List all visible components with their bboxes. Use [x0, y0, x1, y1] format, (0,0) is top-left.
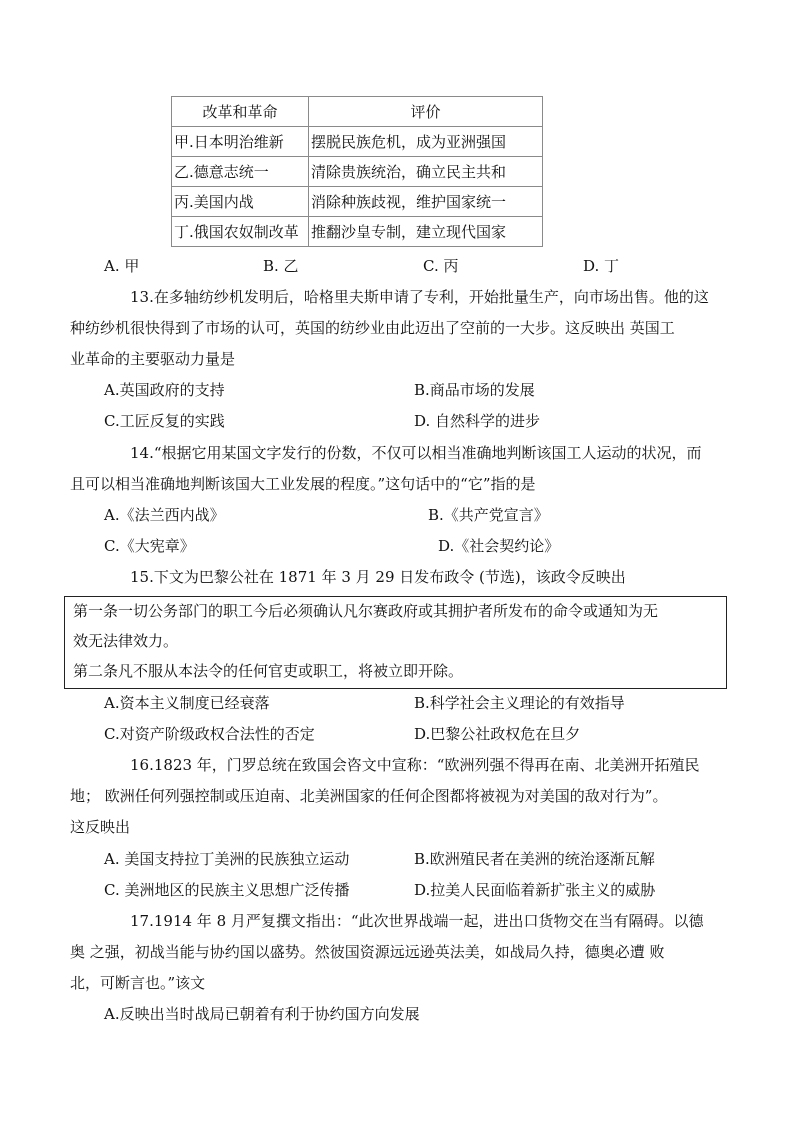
q13-stem-line-3: 业革命的主要驱动力量是: [70, 350, 236, 368]
table-header-row: [172, 97, 543, 127]
q12-option-a: A. 甲: [104, 257, 140, 275]
table-cell: 清除贵族统治，确立民主共和: [309, 157, 543, 187]
q14-option-c: C.《大宪章》: [104, 537, 195, 555]
q17-stem-line-3: 北，可断言也。”该文: [70, 974, 206, 992]
q12-option-b: B. 乙: [263, 257, 299, 275]
table-cell: 乙.德意志统一: [172, 157, 309, 187]
q16-stem-line-1: 16.1823 年，门罗总统在致国会咨文中宣称：“欧洲列强不得再在南、北美洲开拓殖民: [130, 756, 700, 774]
q16-option-c: C. 美洲地区的民族主义思想广泛传播: [104, 881, 350, 899]
table-cell: 推翻沙皇专制，建立现代国家: [309, 217, 543, 247]
reform-evaluation-table: [171, 96, 543, 247]
table-cell: 丁.俄国农奴制改革: [172, 217, 309, 247]
table-cell: 消除种族歧视，维护国家统一: [309, 187, 543, 217]
q12-option-c: C. 丙: [423, 257, 459, 275]
decree-line-1: 第一条一切公务部门的职工今后必须确认凡尔赛政府或其拥护者所发布的命令或通知为无: [73, 602, 659, 620]
q16-option-a: A. 美国支持拉丁美洲的民族独立运动: [104, 850, 350, 868]
decree-excerpt-box: [64, 596, 727, 689]
q17-stem-line-1: 17.1914 年 8 月严复撰文指出：“此次世界战端一起，进出口货物交在当有隔碍。以德: [130, 912, 704, 930]
table-row: [172, 157, 543, 187]
q13-option-c: C.工匠反复的实践: [104, 412, 225, 430]
table-cell: 丙.美国内战: [172, 187, 309, 217]
table-cell: 摆脱民族危机，成为亚洲强国: [309, 127, 543, 157]
q13-stem-line-1: 13.在多轴纺纱机发明后，哈格里夫斯申请了专利，开始批量生产，向市场出售。他的这: [130, 288, 709, 306]
q14-option-a: A.《法兰西内战》: [104, 506, 225, 524]
table-row: [172, 217, 543, 247]
table-header-cell: 改革和革命: [172, 97, 309, 127]
q16-option-b: B.欧洲殖民者在美洲的统治逐渐瓦解: [414, 850, 655, 868]
q15-option-a: A.资本主义制度已经衰落: [104, 694, 270, 712]
q14-option-b: B.《共产党宣言》: [428, 506, 549, 524]
q15-option-c: C.对资产阶级政权合法性的否定: [104, 725, 315, 743]
table-row: [172, 127, 543, 157]
q12-option-d: D. 丁: [583, 257, 620, 275]
q14-stem-line-1: 14.“根据它用某国文字发行的份数，不仅可以相当准确地判断该国工人运动的状况，而: [130, 444, 702, 462]
q16-option-d: D.拉美人民面临着新扩张主义的威胁: [414, 881, 656, 899]
table-header-cell: 评价: [309, 97, 543, 127]
q15-option-b: B.科学社会主义理论的有效指导: [414, 694, 625, 712]
q16-stem-line-3: 这反映出: [70, 818, 131, 836]
q14-option-d: D.《社会契约论》: [438, 537, 560, 555]
q13-option-a: A.英国政府的支持: [104, 381, 225, 399]
table-cell: 甲.日本明治维新: [172, 127, 309, 157]
q17-option-a: A.反映出当时战局已朝着有利于协约国方向发展: [104, 1005, 420, 1023]
q15-stem: 15.下文为巴黎公社在 1871 年 3 月 29 日发布政令 (节选)，该政令反映出: [130, 568, 626, 586]
q15-option-d: D.巴黎公社政权危在旦夕: [414, 725, 581, 743]
q13-option-b: B.商品市场的发展: [414, 381, 535, 399]
table-row: [172, 187, 543, 217]
q14-stem-line-2: 且可以相当准确地判断该国大工业发展的程度。”这句话中的“它”指的是: [70, 475, 536, 493]
q13-option-d: D. 自然科学的进步: [414, 412, 541, 430]
decree-line-2: 效无法律效力。: [73, 632, 179, 650]
q13-stem-line-2: 种纺纱机很快得到了市场的认可，英国的纺纱业由此迈出了空前的一大步。这反映出 英国工: [70, 319, 675, 337]
q16-stem-line-2: 地； 欧洲任何列强控制或压迫南、北美洲国家的任何企图都将被视为对美国的敌对行为”。: [70, 787, 668, 805]
q17-stem-line-2: 奥 之强，初战当能与协约国以盛势。然彼国资源远远逊英法美，如战局久持，德奥必遭 败: [70, 943, 665, 961]
decree-line-3: 第二条凡不服从本法令的任何官吏或职工，将被立即开除。: [73, 662, 464, 680]
